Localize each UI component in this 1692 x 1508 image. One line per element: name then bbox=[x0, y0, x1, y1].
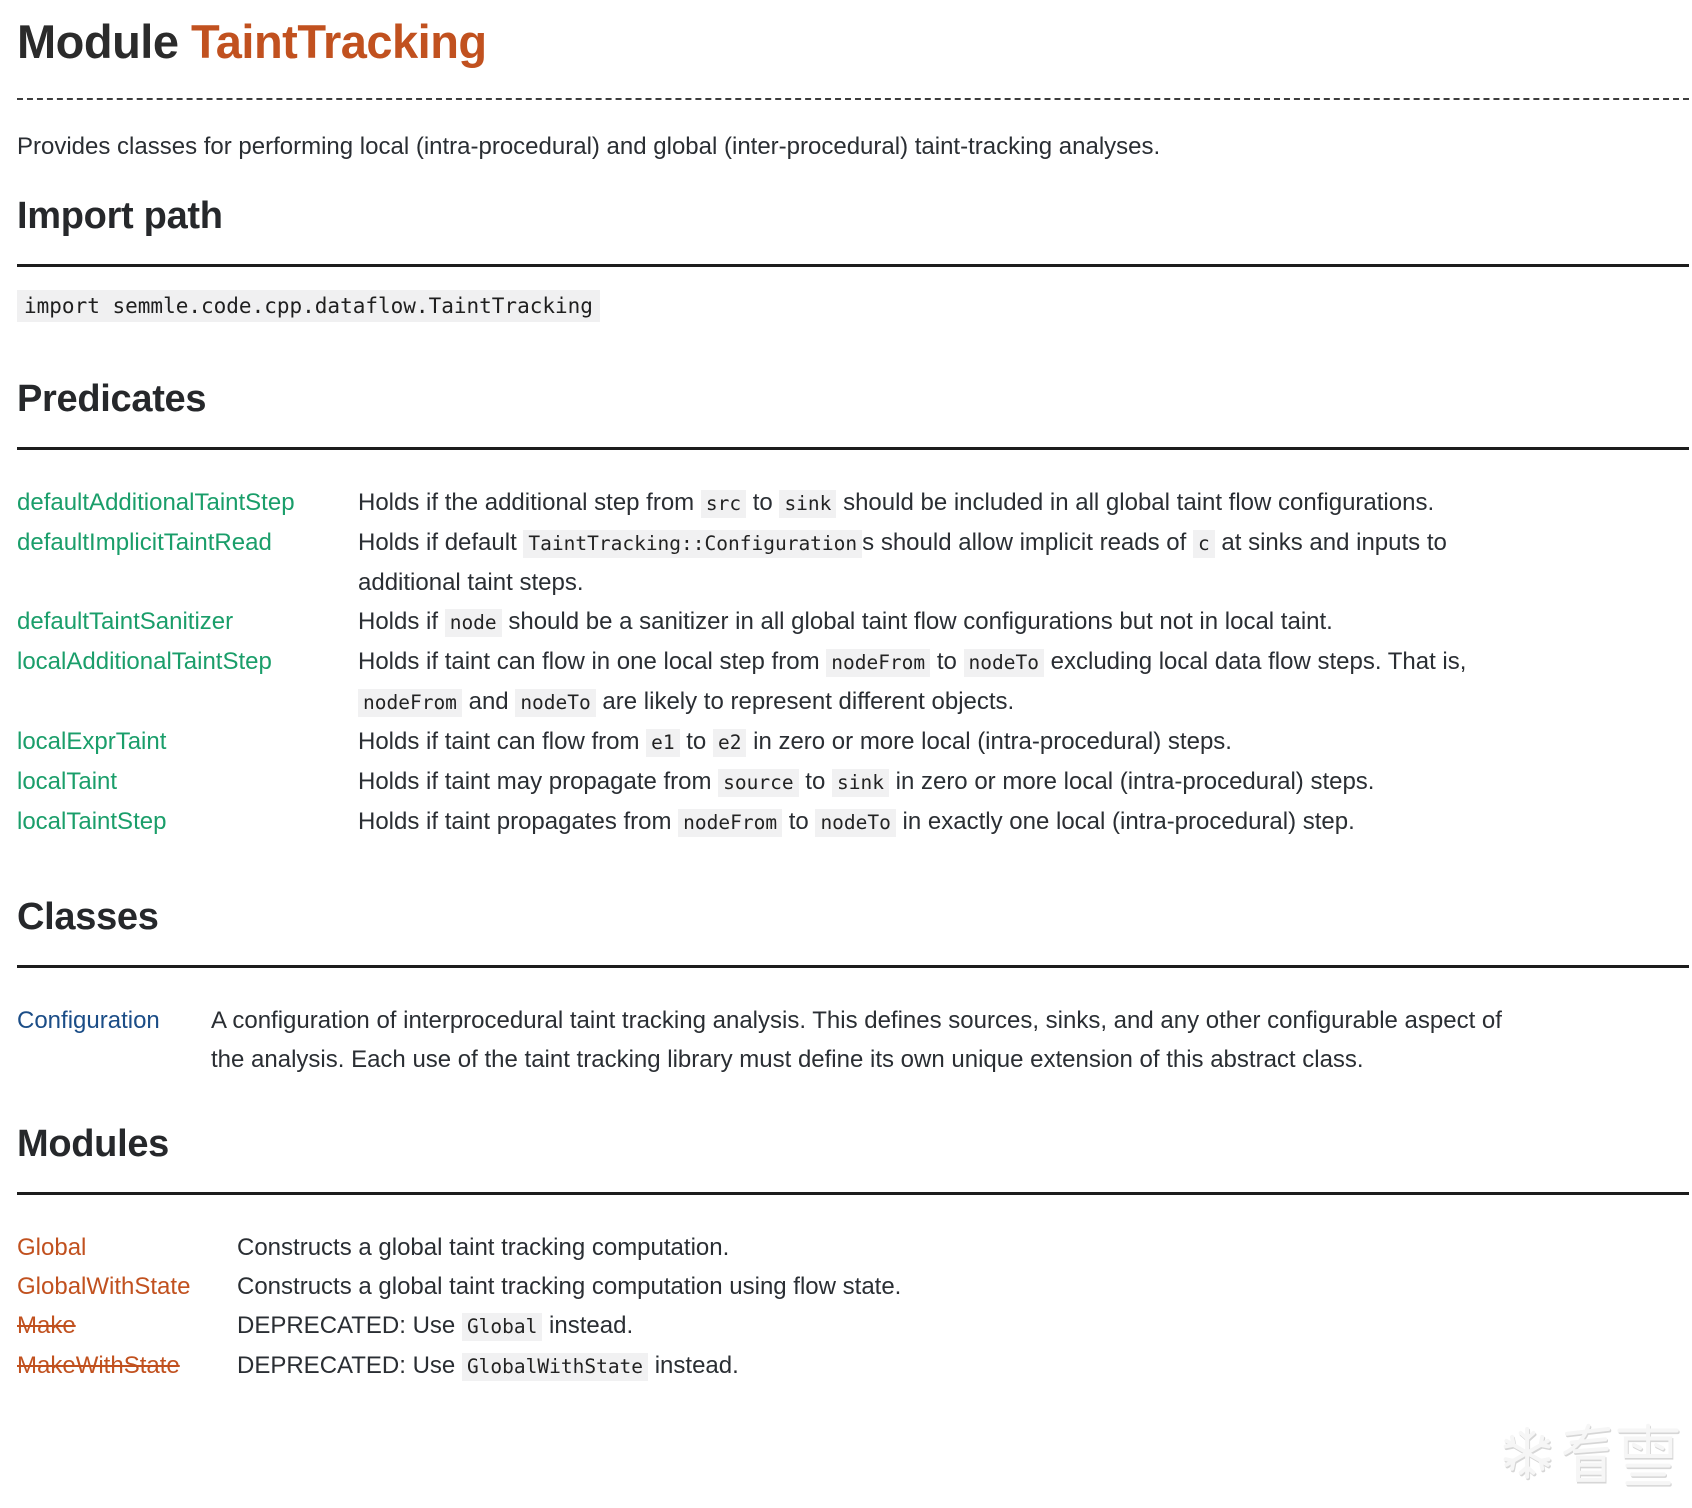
class-row bbox=[17, 1001, 1689, 1079]
section-divider bbox=[17, 965, 1689, 968]
predicates-table bbox=[17, 483, 1689, 842]
module-link-GlobalWithState[interactable]: GlobalWithState bbox=[17, 1272, 191, 1300]
module-row bbox=[17, 1346, 1689, 1386]
inline-code: TaintTracking::Configuration bbox=[523, 530, 862, 558]
predicate-description: Holds if taint can flow in one local step from nodeFrom to nodeTo excluding local data flow steps. That is, nodeFrom and nodeTo are likely to represent different objects. bbox=[358, 647, 1467, 715]
predicate-description: Holds if taint can flow from e1 to e2 in zero or more local (intra-procedural) steps. bbox=[358, 727, 1232, 755]
inline-code: nodeTo bbox=[815, 809, 895, 837]
predicate-link-defaultImplicitTaintRead[interactable]: defaultImplicitTaintRead bbox=[17, 528, 272, 556]
module-name-cell bbox=[17, 1267, 237, 1306]
predicate-description: Holds if the additional step from src to sink should be included in all global taint flow configurations. bbox=[358, 488, 1435, 516]
predicate-name-cell bbox=[17, 602, 358, 641]
inline-code: GlobalWithState bbox=[462, 1353, 648, 1381]
inline-code: sink bbox=[779, 490, 836, 518]
page-title-prefix: Module bbox=[17, 15, 179, 68]
section-divider bbox=[17, 264, 1689, 267]
module-description: Constructs a global taint tracking computation using flow state. bbox=[237, 1272, 902, 1300]
inline-code: e1 bbox=[646, 729, 679, 757]
inline-code: nodeFrom bbox=[678, 809, 782, 837]
predicates-heading: Predicates bbox=[17, 377, 207, 420]
inline-code: source bbox=[718, 769, 798, 797]
predicate-row bbox=[17, 483, 1689, 523]
module-row bbox=[17, 1306, 1689, 1346]
predicate-row bbox=[17, 602, 1689, 642]
predicate-description: Holds if default TaintTracking::Configuration s should allow implicit reads of c at sinks and inputs to additional taint steps. bbox=[358, 528, 1447, 596]
page-title-module-name: TaintTracking bbox=[191, 15, 487, 68]
predicate-description: Holds if node should be a sanitizer in all global taint flow configurations but not in local taint. bbox=[358, 607, 1333, 635]
predicate-name-cell bbox=[17, 642, 358, 681]
predicate-row bbox=[17, 523, 1689, 602]
module-description: Constructs a global taint tracking computation. bbox=[237, 1233, 730, 1261]
class-description: A configuration of interprocedural taint tracking analysis. This defines sources, sinks, and any other configurable aspect of the analysis. Each use of the taint tracking library must define its own unique extension of this abstract class. bbox=[211, 1006, 1502, 1073]
class-link-Configuration[interactable]: Configuration bbox=[17, 1006, 160, 1034]
inline-code: nodeTo bbox=[964, 649, 1044, 677]
modules-heading: Modules bbox=[17, 1122, 170, 1165]
classes-table bbox=[17, 1001, 1689, 1079]
page-title bbox=[17, 12, 1689, 100]
section-divider bbox=[17, 1192, 1689, 1195]
class-name-cell bbox=[17, 1001, 211, 1040]
inline-code: nodeFrom bbox=[826, 649, 930, 677]
inline-code: nodeTo bbox=[515, 689, 595, 717]
snowflake-icon bbox=[1506, 1429, 1549, 1477]
module-link-Global[interactable]: Global bbox=[17, 1233, 87, 1261]
module-description: DEPRECATED: Use Global instead. bbox=[237, 1311, 634, 1339]
inline-code: Global bbox=[462, 1313, 542, 1341]
predicate-row bbox=[17, 762, 1689, 802]
predicate-row bbox=[17, 722, 1689, 762]
inline-code: e2 bbox=[713, 729, 746, 757]
inline-code: node bbox=[445, 609, 502, 637]
module-name-cell bbox=[17, 1346, 237, 1385]
predicate-row bbox=[17, 642, 1689, 722]
predicate-link-localTaint[interactable]: localTaint bbox=[17, 767, 118, 795]
module-link-Make[interactable]: Make bbox=[17, 1311, 76, 1339]
module-description: Provides classes for performing local (intra-procedural) and global (inter-procedural) taint-tracking analyses. bbox=[17, 133, 1161, 161]
predicate-name-cell bbox=[17, 722, 358, 761]
module-row bbox=[17, 1267, 1689, 1306]
inline-code: sink bbox=[832, 769, 889, 797]
predicate-link-localExprTaint[interactable]: localExprTaint bbox=[17, 727, 167, 755]
module-link-MakeWithState[interactable]: MakeWithState bbox=[17, 1351, 180, 1379]
predicate-name-cell bbox=[17, 802, 358, 841]
predicate-link-localTaintStep[interactable]: localTaintStep bbox=[17, 807, 167, 835]
module-row bbox=[17, 1228, 1689, 1267]
predicate-name-cell bbox=[17, 762, 358, 801]
predicate-link-defaultAdditionalTaintStep[interactable]: defaultAdditionalTaintStep bbox=[17, 488, 295, 516]
modules-table bbox=[17, 1228, 1689, 1386]
predicate-name-cell bbox=[17, 483, 358, 522]
module-name-cell bbox=[17, 1306, 237, 1345]
classes-heading: Classes bbox=[17, 895, 159, 938]
predicate-name-cell bbox=[17, 523, 358, 562]
kanxue-character-xue bbox=[1619, 1426, 1676, 1483]
module-name-cell bbox=[17, 1228, 237, 1267]
predicate-description: Holds if taint propagates from nodeFrom to nodeTo in exactly one local (intra-procedural) step. bbox=[358, 807, 1355, 835]
kanxue-watermark bbox=[1498, 1421, 1682, 1504]
section-divider bbox=[17, 447, 1689, 450]
inline-code: nodeFrom bbox=[358, 689, 462, 717]
import-path-heading: Import path bbox=[17, 194, 223, 237]
module-description: DEPRECATED: Use GlobalWithState instead. bbox=[237, 1351, 739, 1379]
import-statement-code: import semmle.code.cpp.dataflow.TaintTracking bbox=[17, 290, 600, 322]
predicate-link-defaultTaintSanitizer[interactable]: defaultTaintSanitizer bbox=[17, 607, 234, 635]
inline-code: c bbox=[1193, 530, 1215, 558]
predicate-row bbox=[17, 802, 1689, 842]
import-statement bbox=[17, 294, 1689, 318]
inline-code: src bbox=[701, 490, 746, 518]
predicate-link-localAdditionalTaintStep[interactable]: localAdditionalTaintStep bbox=[17, 647, 272, 675]
predicate-description: Holds if taint may propagate from source to sink in zero or more local (intra-procedural) steps. bbox=[358, 767, 1375, 795]
